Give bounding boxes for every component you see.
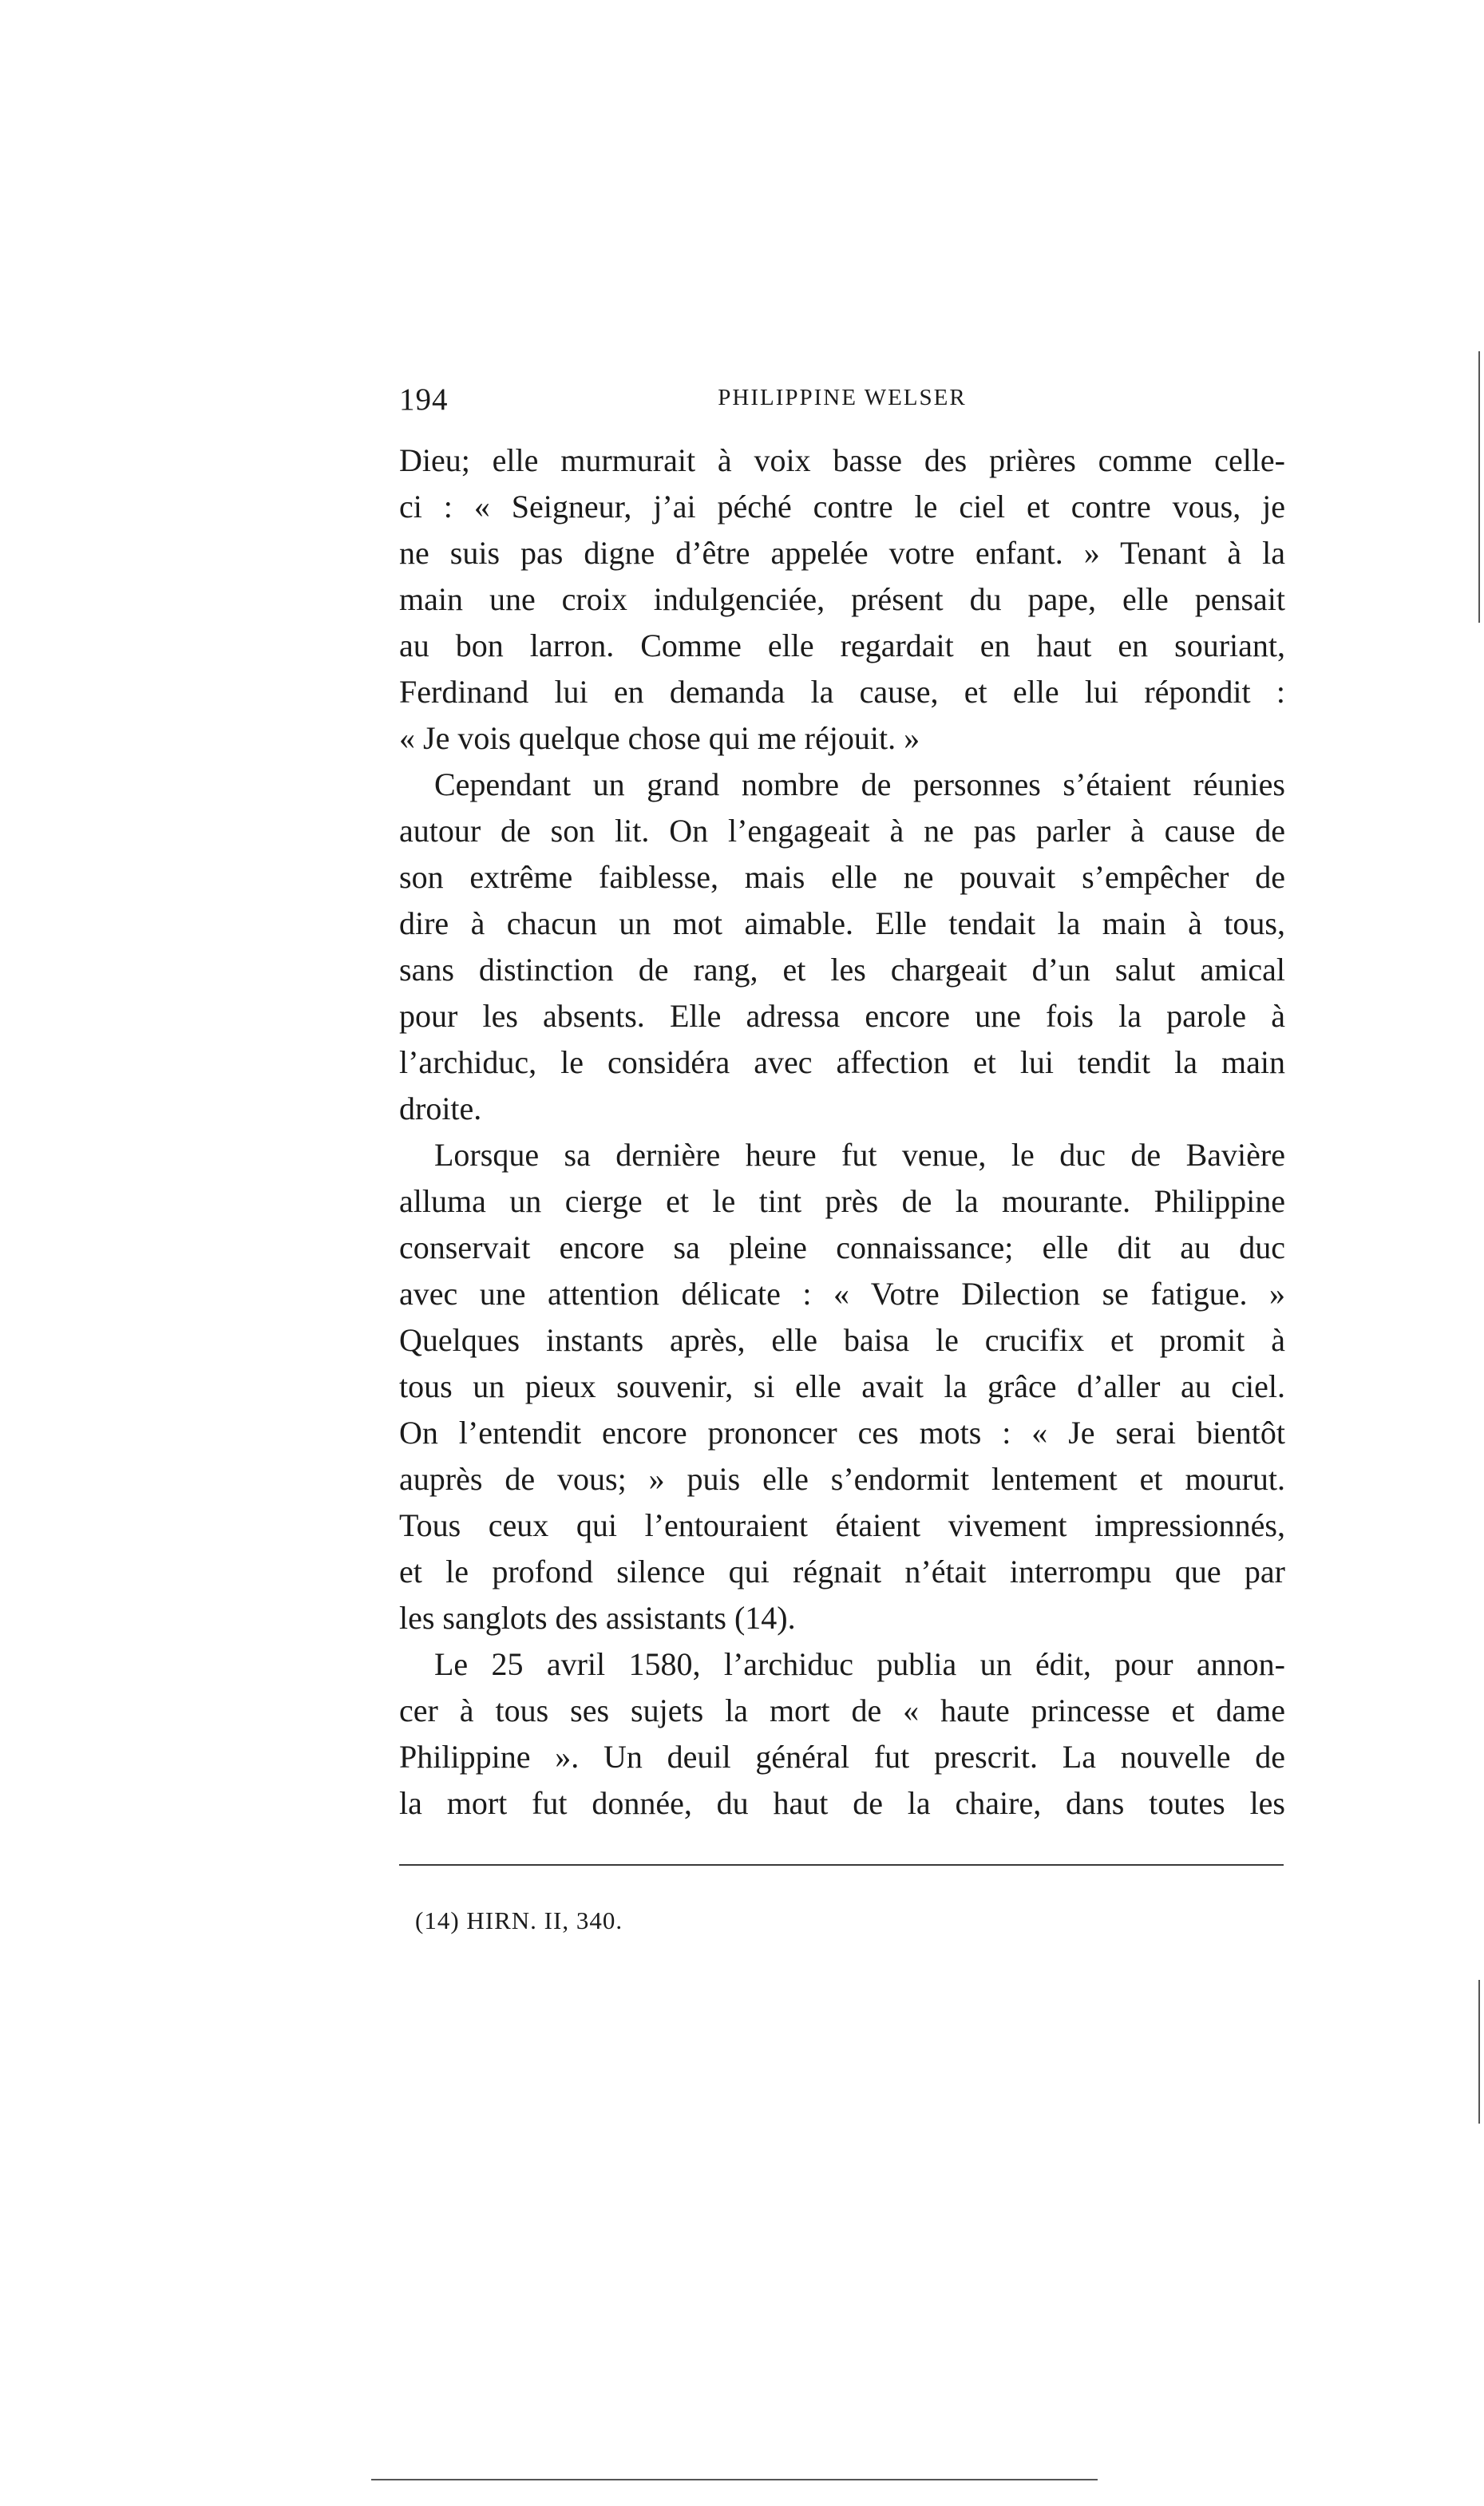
text-line: main une croix indulgenciée, présent du pape, elle pensait <box>399 581 1285 617</box>
text-line: Philippine ». Un deuil général fut prescrit. La nouvelle de <box>399 1739 1285 1775</box>
text-line: ci : « Seigneur, j’ai péché contre le ciel et contre vous, je <box>399 489 1285 525</box>
page-number: 194 <box>399 382 449 417</box>
text-line: Tous ceux qui l’entouraient étaient vivement impressionnés, <box>399 1507 1285 1543</box>
text-line: la mort fut donnée, du haut de la chaire, dans toutes les <box>399 1785 1285 1821</box>
text-line: tous un pieux souvenir, si elle avait la grâce d’aller au ciel. <box>399 1368 1285 1404</box>
bottom-edge-rule <box>371 2479 1098 2480</box>
text-line: sans distinction de rang, et les chargeait d’un salut amical <box>399 952 1285 988</box>
text-line: pour les absents. Elle adressa encore une fois la parole à <box>399 998 1285 1034</box>
text-line: Le 25 avril 1580, l’archiduc publia un édit, pour annon- <box>434 1646 1285 1682</box>
text-line: au bon larron. Comme elle regardait en haut en souriant, <box>399 627 1285 663</box>
text-line: Lorsque sa dernière heure fut venue, le duc de Bavière <box>434 1137 1285 1173</box>
text-line: son extrême faiblesse, mais elle ne pouvait s’empêcher de <box>399 859 1285 895</box>
text-line: Ferdinand lui en demanda la cause, et elle lui répondit : <box>399 674 1285 710</box>
text-line: « Je vois quelque chose qui me réjouit. » <box>399 720 920 756</box>
text-line: l’archiduc, le considéra avec affection et lui tendit la main <box>399 1044 1285 1080</box>
footnote: (14) HIRN. II, 340. <box>415 1906 623 1934</box>
text-line: Dieu; elle murmurait à voix basse des prières comme celle- <box>399 442 1285 478</box>
text-line: Quelques instants après, elle baisa le crucifix et promit à <box>399 1322 1285 1358</box>
text-line: conservait encore sa pleine connaissance; elle dit au duc <box>399 1229 1285 1265</box>
running-head <box>399 382 1285 430</box>
text-line: les sanglots des assistants (14). <box>399 1600 796 1636</box>
text-line: avec une attention délicate : « Votre Dilection se fatigue. » <box>399 1276 1285 1312</box>
edge-mark <box>1478 351 1480 623</box>
text-line: Cependant un grand nombre de personnes s’étaient réunies <box>434 766 1285 802</box>
running-title: PHILIPPINE WELSER <box>718 385 967 410</box>
text-line: et le profond silence qui régnait n’était interrompu que par <box>399 1554 1285 1590</box>
text-line: auprès de vous; » puis elle s’endormit lentement et mourut. <box>399 1461 1285 1497</box>
text-line: dire à chacun un mot aimable. Elle tendait la main à tous, <box>399 905 1285 941</box>
body-text <box>399 437 1285 1827</box>
text-line: alluma un cierge et le tint près de la mourante. Philippine <box>399 1183 1285 1219</box>
text-line: droite. <box>399 1091 482 1126</box>
edge-mark <box>1478 1980 1480 2124</box>
footnote-rule <box>399 1864 1284 1866</box>
text-line: cer à tous ses sujets la mort de « haute princesse et dame <box>399 1692 1285 1728</box>
text-line: On l’entendit encore prononcer ces mots : « Je serai bientôt <box>399 1415 1285 1451</box>
text-line: autour de son lit. On l’engageait à ne pas parler à cause de <box>399 813 1285 849</box>
text-line: ne suis pas digne d’être appelée votre enfant. » Tenant à la <box>399 535 1285 571</box>
